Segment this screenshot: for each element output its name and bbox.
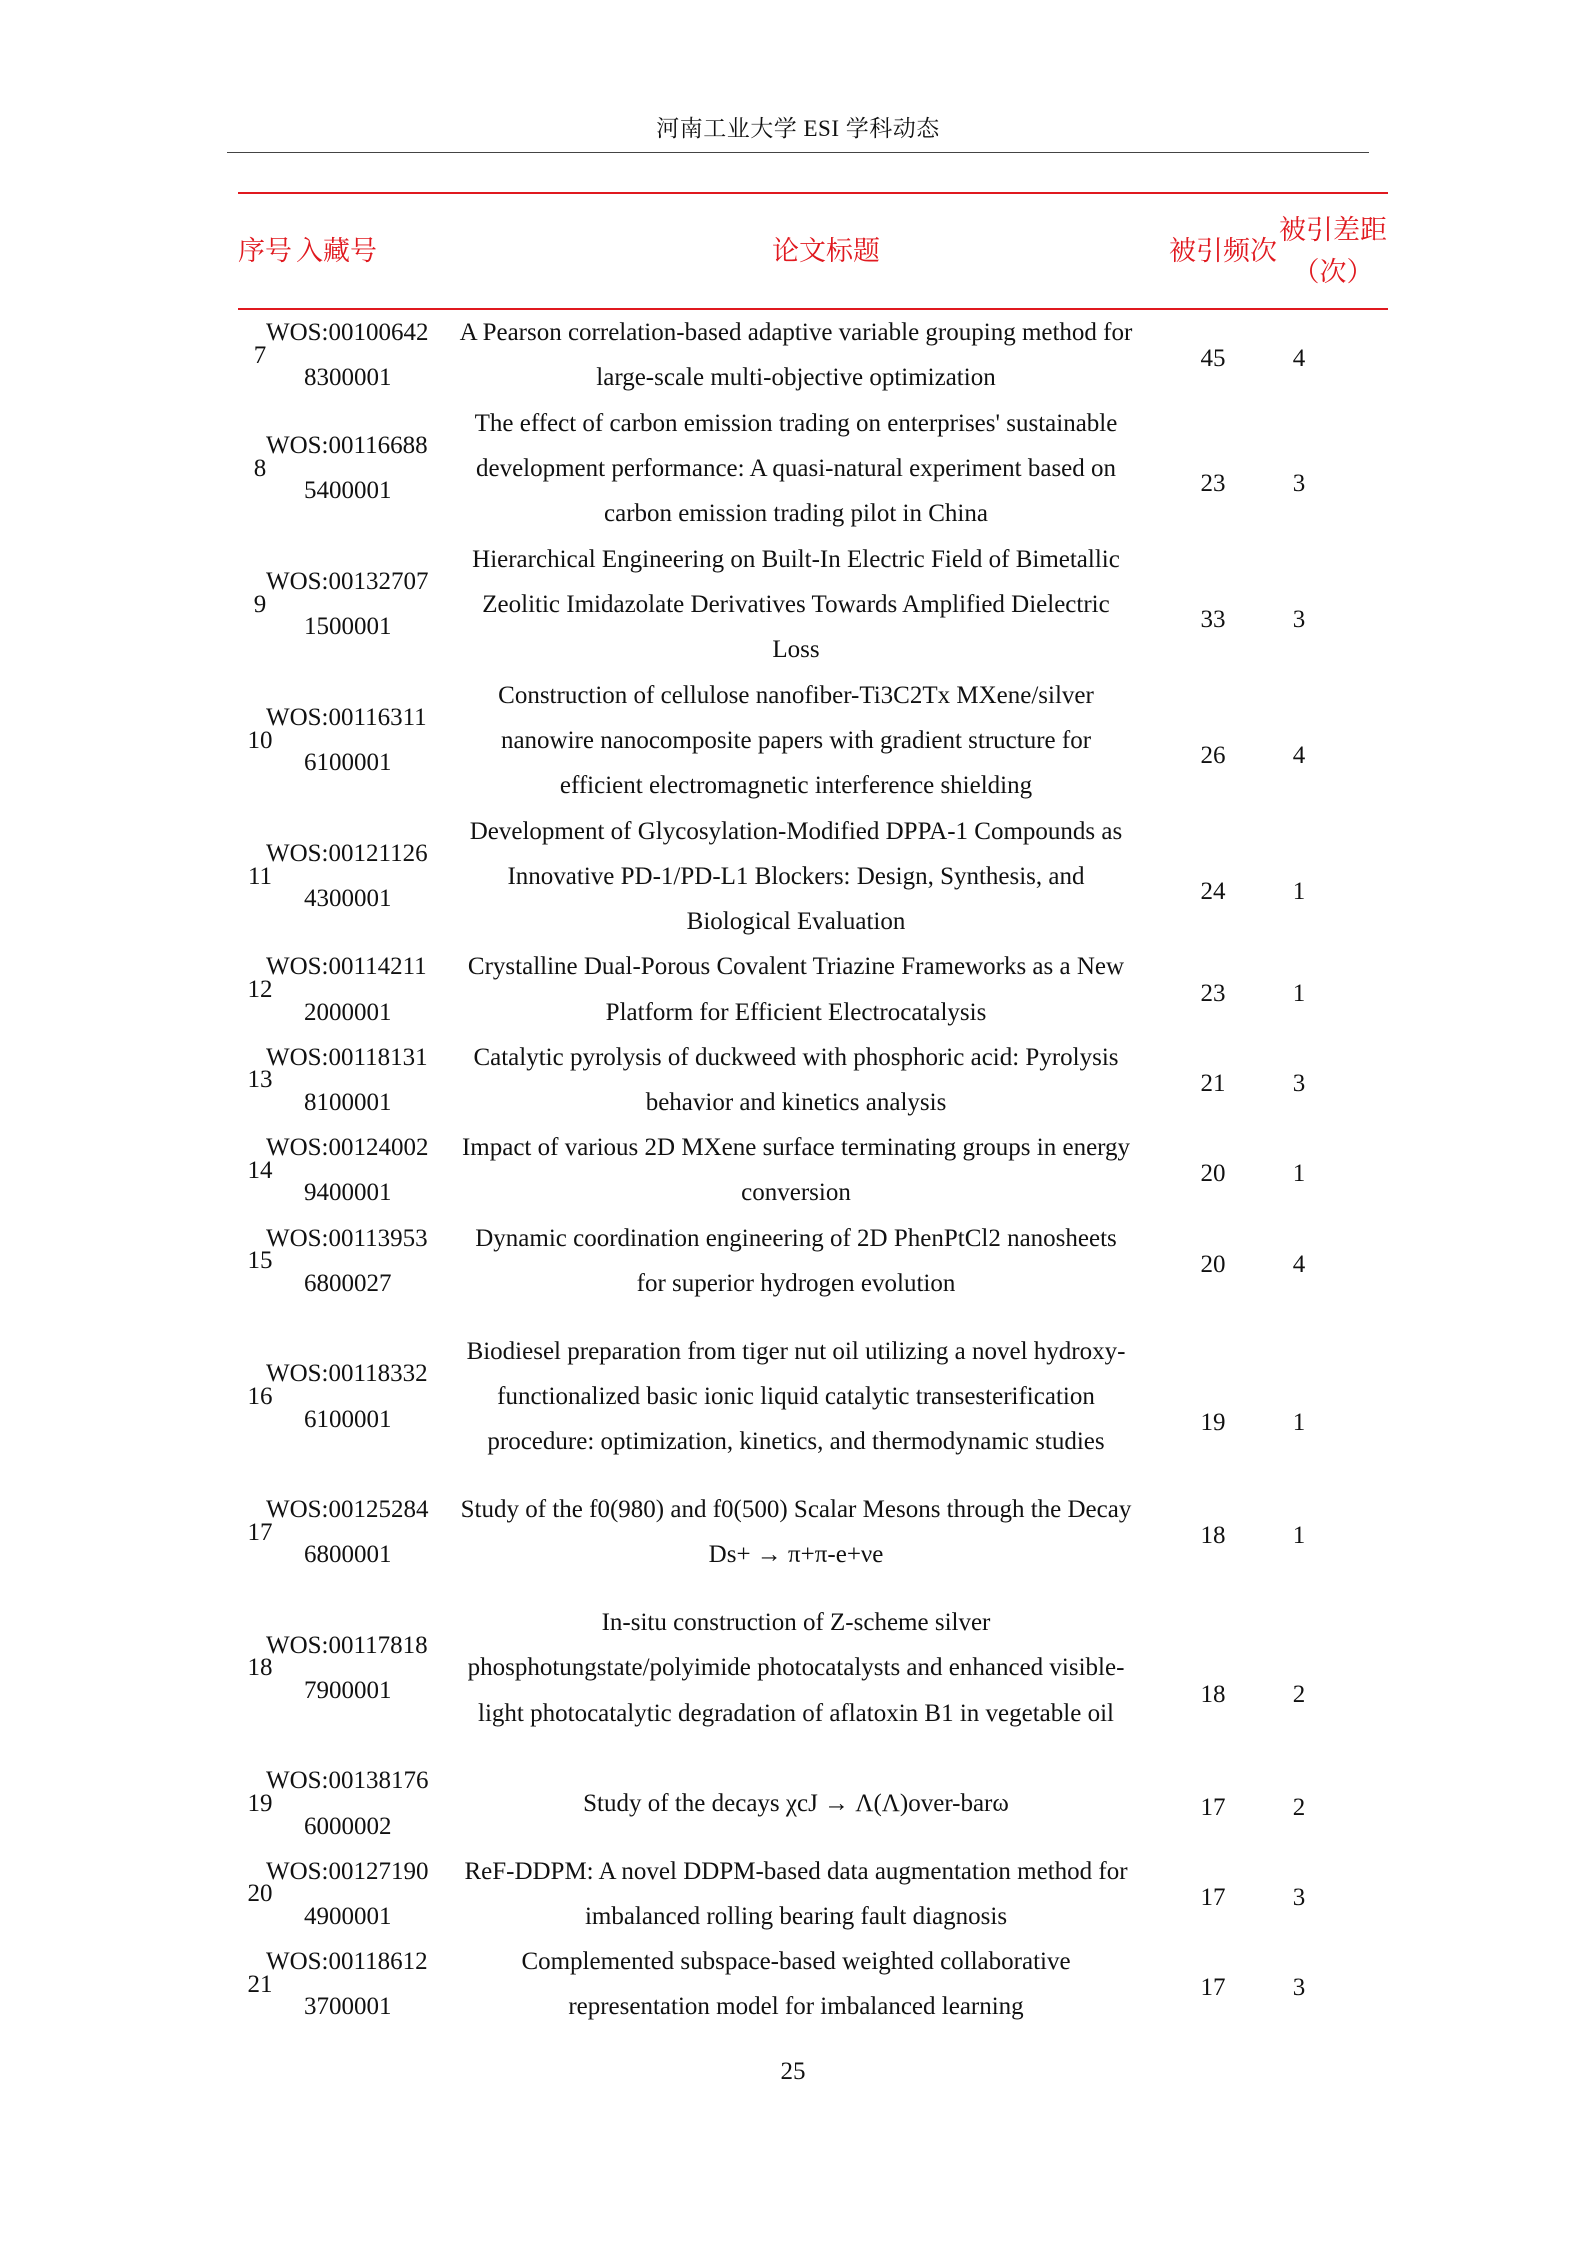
row-number: 15 bbox=[247, 1247, 273, 1275]
paper-title-text: Development of Glycosylation-Modified DPPA-1 Compounds as Innovative PD-1/PD-L1 Blockers: Design, Synthesis, and Biological Evaluation bbox=[469, 817, 1123, 935]
citation-gap: 3 bbox=[1292, 1974, 1306, 2002]
citation-count: 23 bbox=[1200, 469, 1226, 497]
column-header-gap-line2: （次） bbox=[1292, 257, 1374, 287]
citation-gap: 4 bbox=[1292, 741, 1306, 769]
paper-title-text: Catalytic pyrolysis of duckweed with phosphoric acid: Pyrolysis behavior and kinetics analysis bbox=[473, 1043, 1119, 1117]
accession-number-line1: WOS:00114211 bbox=[266, 953, 427, 981]
citation-count: 33 bbox=[1200, 605, 1226, 633]
accession-number-line2: 9400001 bbox=[304, 1179, 392, 1207]
accession-number-line2: 6100001 bbox=[304, 1405, 392, 1433]
accession-number-line1: WOS:00121126 bbox=[266, 840, 428, 868]
paper-title-text: Crystalline Dual-Porous Covalent Triazine Frameworks as a New Platform for Efficient Electrocatalysis bbox=[467, 953, 1125, 1026]
column-header-no: 序号 bbox=[238, 193, 296, 309]
paper-title-text: The effect of carbon emission trading on enterprises' sustainable development performance: A quasi-natural experiment based on carbon emission trading pilot in China bbox=[474, 409, 1118, 527]
table-row bbox=[238, 1125, 1388, 1215]
citation-count: 18 bbox=[1200, 1680, 1226, 1708]
accession-number bbox=[266, 1758, 454, 1848]
citation-gap: 1 bbox=[1292, 877, 1306, 905]
paper-title bbox=[454, 1939, 1138, 2029]
table-row bbox=[238, 1306, 1388, 1487]
table-row bbox=[238, 808, 1388, 944]
row-number: 8 bbox=[253, 454, 267, 482]
table-row bbox=[238, 1035, 1388, 1125]
paper-title bbox=[454, 1216, 1138, 1306]
table-row bbox=[238, 536, 1388, 672]
accession-number-line2: 4300001 bbox=[304, 885, 392, 913]
accession-number bbox=[266, 1849, 454, 1939]
accession-number-line2: 5400001 bbox=[304, 477, 392, 505]
accession-number-line1: WOS:00125284 bbox=[266, 1496, 429, 1524]
accession-number-line1: WOS:00138176 bbox=[266, 1767, 429, 1795]
accession-number bbox=[266, 1577, 454, 1758]
paper-title-text: Study of the decays χcJ → Λ(Λ)over-barω bbox=[583, 1790, 1009, 1818]
paper-title-text: Dynamic coordination engineering of 2D PhenPtCl2 nanosheets for superior hydrogen evolution bbox=[475, 1224, 1117, 1297]
accession-number-line1: WOS:00118612 bbox=[266, 1948, 428, 1976]
paper-title bbox=[454, 1849, 1138, 1939]
accession-number bbox=[266, 672, 454, 808]
paper-title bbox=[454, 808, 1138, 944]
accession-number-line1: WOS:00118332 bbox=[266, 1360, 428, 1388]
citation-gap: 4 bbox=[1292, 345, 1306, 373]
citation-gap: 3 bbox=[1292, 469, 1306, 497]
paper-title bbox=[454, 1577, 1138, 1758]
paper-title bbox=[454, 1758, 1138, 1848]
accession-number-line2: 6800001 bbox=[304, 1541, 392, 1569]
citation-gap: 1 bbox=[1292, 1160, 1306, 1188]
citation-count: 17 bbox=[1200, 1793, 1226, 1821]
header-rule bbox=[227, 152, 1369, 153]
accession-number-line1: WOS:00116688 bbox=[266, 432, 428, 460]
table-row bbox=[238, 1758, 1388, 1848]
citation-gap: 1 bbox=[1292, 979, 1306, 1007]
citation-gap: 4 bbox=[1292, 1250, 1306, 1278]
citation-count: 17 bbox=[1200, 1974, 1226, 2002]
table-row bbox=[238, 1216, 1388, 1306]
paper-title bbox=[454, 400, 1138, 536]
accession-number-line2: 7900001 bbox=[304, 1676, 392, 1704]
paper-title bbox=[454, 944, 1138, 1034]
paper-title-text: Construction of cellulose nanofiber-Ti3C2Tx MXene/silver nanowire nanocomposite papers with gradient structure for efficient electromagnetic interference shielding bbox=[498, 681, 1094, 799]
row-number: 13 bbox=[247, 1066, 273, 1094]
running-header: 河南工业大学 ESI 学科动态 bbox=[656, 116, 940, 141]
row-number: 21 bbox=[247, 1970, 273, 1998]
paper-title-text: Study of the f0(980) and f0(500) Scalar Mesons through the Decay Ds+ → π+π-e+νe bbox=[460, 1496, 1132, 1569]
column-header-gap-line1: 被引差距 bbox=[1279, 215, 1387, 245]
citation-gap: 2 bbox=[1292, 1680, 1306, 1708]
citation-count: 21 bbox=[1200, 1069, 1226, 1097]
citation-gap: 1 bbox=[1292, 1522, 1306, 1550]
citation-gap: 3 bbox=[1292, 1069, 1306, 1097]
accession-number-line1: WOS:00117818 bbox=[266, 1631, 428, 1659]
citation-count: 17 bbox=[1200, 1883, 1226, 1911]
row-number: 12 bbox=[247, 976, 273, 1003]
citation-gap: 3 bbox=[1292, 1883, 1306, 1911]
table-row bbox=[238, 1939, 1388, 2029]
accession-number-line2: 4900001 bbox=[304, 1903, 392, 1931]
citation-count: 20 bbox=[1200, 1160, 1226, 1188]
accession-number-line2: 2000001 bbox=[304, 998, 392, 1026]
accession-number-line1: WOS:00100642 bbox=[266, 319, 429, 346]
citation-count: 20 bbox=[1200, 1250, 1226, 1278]
accession-number-line1: WOS:00113953 bbox=[266, 1224, 428, 1252]
table-row bbox=[238, 309, 1388, 400]
citation-gap: 2 bbox=[1292, 1793, 1306, 1821]
row-number: 17 bbox=[247, 1518, 273, 1546]
accession-number bbox=[266, 808, 454, 944]
row-number: 18 bbox=[247, 1654, 273, 1682]
table-row bbox=[238, 400, 1388, 536]
table-body bbox=[238, 309, 1388, 2030]
accession-number-line1: WOS:00118131 bbox=[266, 1043, 428, 1071]
table-header bbox=[238, 193, 1388, 309]
table-row bbox=[238, 944, 1388, 1034]
row-number: 16 bbox=[247, 1382, 273, 1410]
citation-count: 23 bbox=[1200, 979, 1226, 1007]
column-header-citations: 被引频次 bbox=[1168, 193, 1278, 309]
accession-number bbox=[266, 309, 454, 400]
citation-count: 45 bbox=[1200, 345, 1226, 373]
accession-number bbox=[266, 1306, 454, 1487]
citation-count: 26 bbox=[1200, 741, 1226, 769]
page-number: 25 bbox=[780, 2058, 806, 2085]
row-number: 7 bbox=[253, 341, 267, 369]
paper-title-text: Hierarchical Engineering on Built-In Electric Field of Bimetallic Zeolitic Imidazolate Derivatives Towards Amplified Dielectric Loss bbox=[472, 545, 1120, 663]
accession-number-line1: WOS:00127190 bbox=[266, 1857, 429, 1885]
row-number: 9 bbox=[253, 590, 267, 618]
paper-title-text: Biodiesel preparation from tiger nut oil utilizing a novel hydroxy-functionalized basic ionic liquid catalytic transesterification procedure: optimization, kinetics, and thermodynamic studies bbox=[466, 1337, 1126, 1456]
accession-number-line2: 6800027 bbox=[304, 1269, 392, 1297]
row-number: 20 bbox=[247, 1880, 273, 1908]
table-row bbox=[238, 1849, 1388, 1939]
accession-number bbox=[266, 1939, 454, 2029]
paper-title bbox=[454, 1306, 1138, 1487]
accession-number bbox=[266, 400, 454, 536]
paper-title-text: ReF-DDPM: A novel DDPM-based data augmentation method for imbalanced rolling bearing fault diagnosis bbox=[464, 1857, 1128, 1931]
accession-number-line2: 6000002 bbox=[304, 1812, 392, 1840]
column-header-title: 论文标题 bbox=[484, 193, 1168, 309]
accession-number bbox=[266, 1125, 454, 1215]
citation-gap: 1 bbox=[1292, 1409, 1306, 1437]
accession-number-line1: WOS:00116311 bbox=[266, 704, 427, 732]
citation-count: 18 bbox=[1200, 1522, 1226, 1550]
column-header-accession: 入藏号 bbox=[296, 193, 484, 309]
paper-title-text: Impact of various 2D MXene surface terminating groups in energy conversion bbox=[461, 1134, 1131, 1207]
table-row bbox=[238, 672, 1388, 808]
accession-number bbox=[266, 1035, 454, 1125]
accession-number bbox=[266, 944, 454, 1034]
row-number: 11 bbox=[247, 862, 273, 890]
accession-number bbox=[266, 536, 454, 672]
row-number: 14 bbox=[247, 1156, 273, 1184]
paper-title bbox=[454, 1487, 1138, 1577]
accession-number-line2: 8100001 bbox=[304, 1089, 392, 1117]
accession-number bbox=[266, 1487, 454, 1577]
table-row bbox=[238, 1487, 1388, 1577]
paper-title bbox=[454, 536, 1138, 672]
row-number: 19 bbox=[247, 1790, 273, 1818]
accession-number bbox=[266, 1216, 454, 1306]
paper-title bbox=[454, 672, 1138, 808]
paper-title bbox=[454, 1125, 1138, 1215]
accession-number-line2: 1500001 bbox=[304, 613, 392, 641]
table-row bbox=[238, 1577, 1388, 1758]
column-header-gap bbox=[1278, 193, 1388, 309]
paper-title bbox=[454, 1035, 1138, 1125]
accession-number-line1: WOS:00132707 bbox=[266, 568, 429, 596]
accession-number-line2: 8300001 bbox=[304, 364, 392, 392]
paper-title bbox=[454, 309, 1138, 400]
highly-cited-papers-table bbox=[238, 192, 1388, 2030]
citation-count: 24 bbox=[1200, 877, 1226, 905]
citation-gap: 3 bbox=[1292, 605, 1306, 633]
paper-title-text: Complemented subspace-based weighted collaborative representation model for imbalanced learning bbox=[521, 1948, 1071, 2021]
accession-number-line2: 3700001 bbox=[304, 1993, 392, 2021]
paper-title-text: A Pearson correlation-based adaptive variable grouping method for large-scale multi-objective optimization bbox=[459, 319, 1133, 392]
paper-title-text: In-situ construction of Z-scheme silver phosphotungstate/polyimide photocatalysts and enhanced visible-light photocatalytic degradation of aflatoxin B1 in vegetable oil bbox=[467, 1609, 1125, 1727]
row-number: 10 bbox=[247, 726, 273, 754]
accession-number-line1: WOS:00124002 bbox=[266, 1134, 429, 1162]
accession-number-line2: 6100001 bbox=[304, 749, 392, 777]
citation-count: 19 bbox=[1200, 1409, 1226, 1437]
